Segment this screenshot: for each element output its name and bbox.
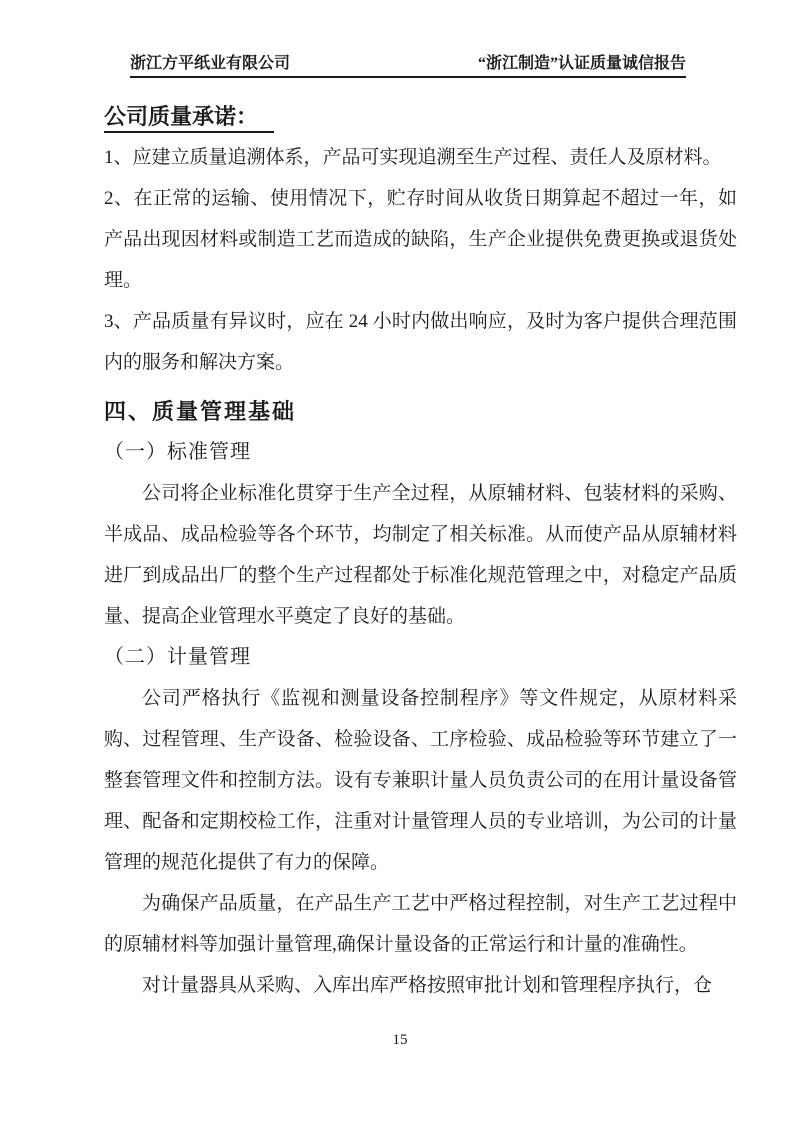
commitment-item-1: 1、应建立质量追溯体系，产品可实现追溯至生产过程、责任人及原材料。 <box>104 147 722 168</box>
subsection-1-paragraph-1: 公司将企业标准化贯穿于生产全过程，从原辅材料、包装材料的采购、半成品、成品检验等各个环节，均制定了相关标准。从而使产品从原辅材料进厂到成品出厂的整个生产过程都处于标准化规范管理之中，对稳定产品质量、提高企业管理水平奠定了良好的基础。 <box>104 483 737 627</box>
section-heading: 四、质量管理基础 <box>104 399 297 424</box>
doc-title-text: 公司质量承诺： <box>104 104 274 133</box>
subsection-2-paragraph-3: 对计量器具从采购、入库出库严格按照审批计划和管理程序执行，仓 <box>142 975 713 996</box>
doc-title <box>104 96 737 137</box>
subsection-2-paragraph-2: 为确保产品质量，在产品生产工艺中严格过程控制，对生产工艺过程中的原辅材料等加强计量管理,确保计量设备的正常运行和计量的准确性。 <box>104 893 737 955</box>
page-header <box>130 50 686 78</box>
commitment-item-2: 2、在正常的运输、使用情况下，贮存时间从收货日期算起不超过一年，如产品出现因材料或制造工艺而造成的缺陷，生产企业提供免费更换或退货处理。 <box>104 188 737 291</box>
header-report-title: “浙江制造”认证质量诚信报告 <box>477 55 686 72</box>
document-body <box>104 96 737 1006</box>
commitment-item-3: 3、产品质量有异议时，应在 24 小时内做出响应，及时为客户提供合理范围内的服务和解决方案。 <box>104 311 737 373</box>
subsection-1-heading: （一）标准管理 <box>104 441 251 463</box>
subsection-2-paragraph-1: 公司严格执行《监视和测量设备控制程序》等文件规定，从原材料采购、过程管理、生产设备、检验设备、工序检验、成品检验等环节建立了一整套管理文件和控制方法。设有专兼职计量人员负责公司的在用计量设备管理、配备和定期校检工作，注重对计量管理人员的专业培训，为公司的计量管理的规范化提供了有力的保障。 <box>104 688 737 873</box>
page-number: 15 <box>392 1032 408 1048</box>
subsection-2-heading: （二）计量管理 <box>104 646 251 668</box>
header-company: 浙江方平纸业有限公司 <box>130 55 291 72</box>
